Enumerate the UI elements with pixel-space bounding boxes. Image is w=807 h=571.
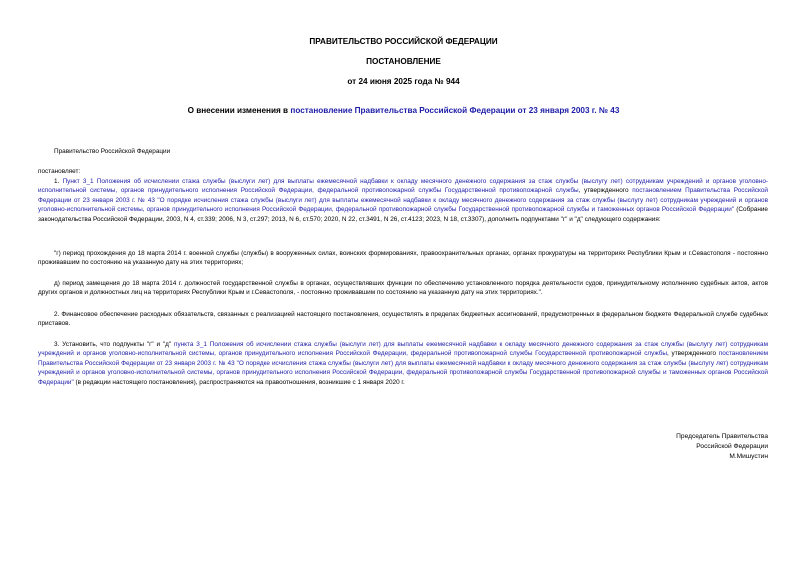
signature-block (676, 432, 768, 462)
item3-point-link[interactable]: пункта 3_1 Положения об исчислении стажа службы (выслуги лет) для выплаты ежемесячной надбавки к окладу месячного денежного содержания за стаж службы (выслугу лет) сотрудникам учреждений и органов уголовно-исполнительной системы, органов принудительного исполнения Российской Федерации, федеральной противопожарной службы Государственной противопожарной службы (38, 341, 768, 358)
title-prefix: О внесении изменения в (187, 106, 291, 115)
document-title (0, 106, 807, 116)
item1-point-link[interactable]: Пункт 3_1 Положения об исчислении стажа службы (выслуги лет) для выплаты ежемесячной надбавки к окладу месячного денежного содержания за стаж службы (выслугу лет) сотрудникам учреждений и органов уголовно-исполнительной системы, органов принудительного исполнения Российской Федерации, федеральной противопожарной службы Государственной противопожарной службы (38, 178, 768, 195)
resolves-word: постановляет: (38, 168, 81, 175)
item1-decree-link[interactable]: постановлением Правительства Российской Федерации от 23 января 2003 г. № 43 "О порядке исчисления стажа службы (выслуги лет) для выплаты ежемесячной надбавки к окладу месячного денежного содержания за стаж службы (выслугу лет) сотрудникам учреждений и органов уголовно-исполнительной системы, органов принудительного исполнения Российской Федерации, федеральной противопожарной службы Государственной противопожарной службы и таможенных органов Российской Федерации" (38, 187, 768, 214)
paragraph-item-3 (38, 340, 768, 387)
subitem-d: д) период замещения до 18 марта 2014 г. должностей государственной службы в органах, осуществлявших функции по обеспечению установленного порядка деятельности судов, принудительному исполнению судебных актов, актов других органов и должностных лиц на территориях Республики Крым и г.Севастополя, - постоянно проживавшим по состоянию на указанную дату на этих территориях.". (38, 280, 768, 297)
paragraph-item-2: 2. Финансовое обеспечение расходных обязательств, связанных с реализацией настоящего постановления, осуществлять в пределах бюджетных ассигнований, предусмотренных в федеральном бюджете Федеральной службе судебных приставов. (38, 311, 768, 328)
title-decree-link[interactable]: постановление Правительства Российской Федерации от 23 января 2003 г. № 43 (290, 106, 620, 115)
date-number-heading: от 24 июня 2025 года № 944 (347, 77, 460, 86)
document-type-heading: ПОСТАНОВЛЕНИЕ (366, 57, 441, 66)
item3-tail: (в редакции настоящего постановления), распространяются на правоотношения, возникшие с 1 января 2020 г. (73, 378, 405, 386)
preamble: Правительство Российской Федерации (54, 148, 171, 155)
item3-prefix: 3. Установить, что подпункты "г" и "д" (54, 341, 174, 348)
paragraph-item-1 (38, 177, 768, 224)
subitem-g: "г) период прохождения до 18 марта 2014 г. военной службы (службы) в вооруженных силах, воинских формированиях, правоохранительных органах, органах прокуратуры на территориях Республики Крым и г.Севастополя - постоянно проживавшим по состоянию на указанную дату на этих территориях; (38, 250, 768, 267)
government-heading: ПРАВИТЕЛЬСТВО РОССИЙСКОЙ ФЕДЕРАЦИИ (309, 37, 498, 46)
item1-prefix: 1. (54, 178, 63, 185)
signature-organization: Российской Федерации (696, 443, 768, 450)
signature-position: Председатель Правительства (676, 433, 768, 440)
item1-tail: (Собрание законодательства Российской Федерации, 2003, N 4, ст.339; 2006, N 3, ст.297; 2013, N 6, ст.570; 2020, N 22, ст.3491, N 26, ст.4123; 2023, N 18, ст.3307), дополнить подпунктами "г" и "д" следующего содержания: (38, 206, 768, 223)
item1-mid: , утвержденного (578, 187, 633, 195)
item3-mid: , утвержденного (667, 350, 719, 358)
signature-name: М.Мишустин (729, 453, 768, 460)
item3-decree-link[interactable]: постановлением Правительства Российской Федерации от 23 января 2003 г. № 43 "О порядке исчисления стажа службы (выслуги лет) для выплаты ежемесячной надбавки к окладу месячного денежного содержания за стаж службы (выслугу лет) сотрудникам учреждений и органов уголовно-исполнительной системы, органов принудительного исполнения Российской Федерации, федеральной противопожарной службы Государственной противопожарной службы и таможенных органов Российской Федерации" (38, 350, 769, 386)
